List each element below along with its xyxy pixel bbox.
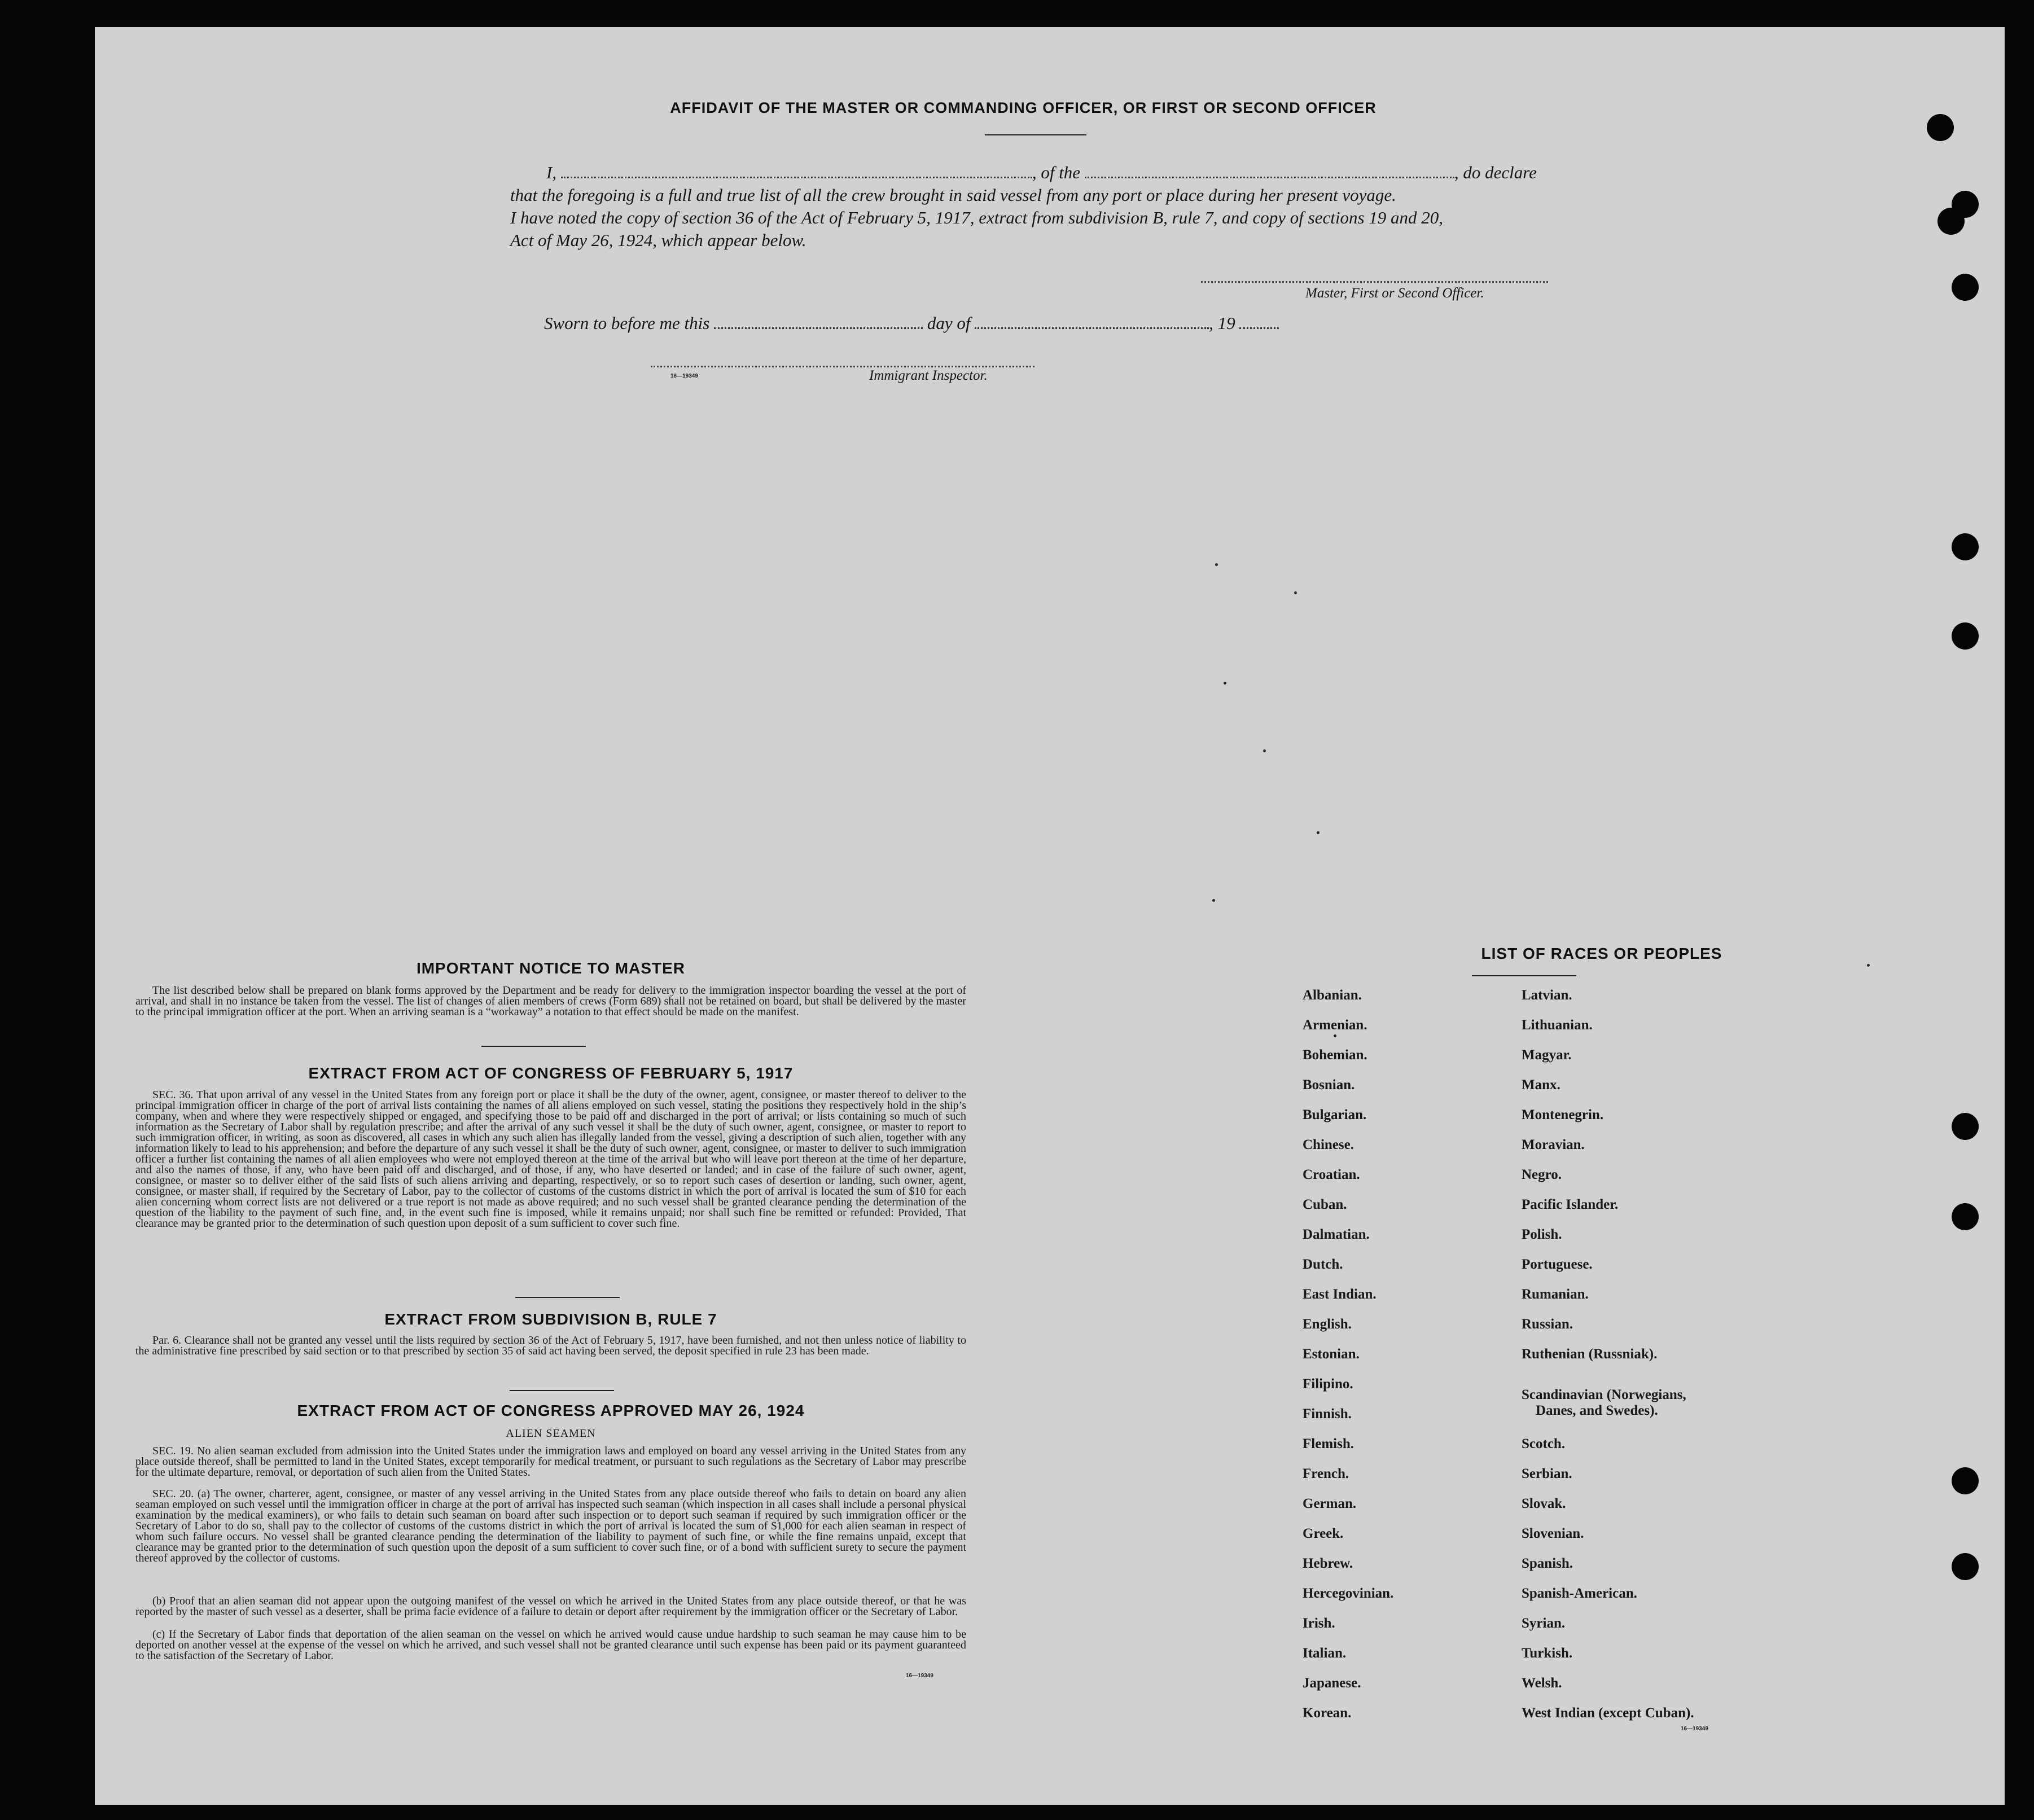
name-field[interactable]	[561, 160, 1032, 178]
race-item: Slovenian.	[1522, 1526, 1584, 1541]
race-item: East Indian.	[1303, 1287, 1377, 1302]
extract-1924-sec20a: SEC. 20. (a) The owner, charterer, agent, consignee, or master of any vessel arriving in the United States from any place outside thereof who fails to detain on board any alien seaman employed on such vessel until the immigration officer in charge at the port of arrival has inspected such seaman (which inspection in all cases shall include a personal physical examination by the medical examiners), or who fails to detain such seaman on board after such inspection or to deport such seaman if required by such immigration officer or the Secretary of Labor to do so, shall pay to the collector of customs of the customs district in which the port of arrival is located the sum of $1,000 for each alien seaman in respect of whom such failure occurs. No vessel shall be granted clearance pending the determination of the liability to payment of such fine, or while the fine remains unpaid, except that clearance may be granted prior to the determination of such question upon the deposit of a sum sufficient to cover such fine, or of a bond with sufficient surety to secure the payment thereof approved by the collector of customs.	[135, 1488, 966, 1564]
race-item: Korean.	[1303, 1705, 1352, 1721]
binder-hole	[1927, 114, 1954, 141]
race-item: Irish.	[1303, 1616, 1335, 1631]
race-item: Finnish.	[1303, 1406, 1352, 1422]
speck	[1294, 591, 1297, 594]
declare-of-the: , of the	[1032, 163, 1081, 182]
speck	[1215, 563, 1218, 566]
binder-hole	[1952, 1113, 1979, 1140]
declaration-line-4: Act of May 26, 1924, which appear below.	[510, 230, 806, 250]
binder-hole	[1952, 1203, 1979, 1230]
extract-1917-title: EXTRACT FROM ACT OF CONGRESS OF FEBRUARY 5, 1917	[308, 1064, 794, 1082]
race-item: Albanian.	[1303, 988, 1362, 1003]
race-item: Danes, and Swedes).	[1536, 1403, 1658, 1418]
race-item: Spanish.	[1522, 1556, 1573, 1571]
race-item: Filipino.	[1303, 1376, 1353, 1392]
binder-hole	[1952, 622, 1979, 650]
form-code-races: 16—19349	[1681, 1726, 1708, 1732]
race-item: Italian.	[1303, 1646, 1347, 1661]
race-item: Pacific Islander.	[1522, 1197, 1619, 1212]
extract-1917-divider	[515, 1297, 620, 1298]
extract-1924-sec20b: (b) Proof that an alien seaman did not appear upon the outgoing manifest of the vessel on which he arrived in the United States from any place outside thereof, or that he was reported by the master of such vessel as a deserter, shall be prima facie evidence of a failure to detain or deport after requirement by the immigration officer or the Secretary of Labor.	[135, 1595, 966, 1618]
race-item: Armenian.	[1303, 1018, 1367, 1033]
race-item: Hercegovinian.	[1303, 1586, 1394, 1601]
race-item: Russian.	[1522, 1317, 1573, 1332]
vessel-field[interactable]	[1085, 160, 1454, 178]
extract-rule7-title: EXTRACT FROM SUBDIVISION B, RULE 7	[384, 1310, 717, 1328]
race-item: Dutch.	[1303, 1257, 1343, 1272]
race-item: French.	[1303, 1466, 1349, 1481]
declare-i: I,	[546, 163, 557, 182]
extract-1924-title: EXTRACT FROM ACT OF CONGRESS APPROVED MAY 26, 1924	[297, 1402, 805, 1419]
notice-title: IMPORTANT NOTICE TO MASTER	[416, 959, 686, 977]
sworn-day-field[interactable]	[714, 310, 923, 329]
race-item: Bohemian.	[1303, 1047, 1367, 1063]
race-item: Lithuanian.	[1522, 1018, 1593, 1033]
extract-1924-subtitle: ALIEN SEAMEN	[506, 1427, 596, 1440]
race-item: Cuban.	[1303, 1197, 1347, 1212]
race-item: Polish.	[1522, 1227, 1562, 1242]
race-item: English.	[1303, 1317, 1352, 1332]
races-divider	[1472, 975, 1576, 976]
speck	[1334, 1034, 1336, 1037]
race-item: Flemish.	[1303, 1436, 1354, 1451]
notice-body: The list described below shall be prepared on blank forms approved by the Department and be ready for delivery to the immigration inspector boarding the vessel at the port of arrival, and shall in no instance be taken from the vessel. The list of changes of alien members of crews (Form 689) shall not be retained on board, but shall be delivered by the master to the principal immigration officer at the port. When an arriving seaman is a “workaway” a notation to that effect should be made on the manifest.	[135, 984, 966, 1018]
races-title: LIST OF RACES OR PEOPLES	[1481, 945, 1722, 962]
declaration-line-3: I have noted the copy of section 36 of the Act of February 5, 1917, extract from subdivision B, rule 7, and copy of sections 19 and 20,	[510, 208, 1444, 227]
race-item: Manx.	[1522, 1077, 1560, 1093]
race-item: Bulgarian.	[1303, 1107, 1367, 1122]
race-item: Magyar.	[1522, 1047, 1572, 1063]
speck	[1867, 964, 1870, 967]
race-item: Slovak.	[1522, 1496, 1566, 1511]
binder-hole	[1952, 533, 1979, 560]
race-item: Montenegrin.	[1522, 1107, 1604, 1122]
affidavit-title: AFFIDAVIT OF THE MASTER OR COMMANDING OFFICER, OR FIRST OR SECOND OFFICER	[670, 99, 1377, 116]
title-divider	[985, 134, 1086, 135]
form-code-top: 16—19349	[670, 373, 698, 379]
inspector-signature-line[interactable]	[651, 366, 1034, 367]
speck	[1212, 899, 1215, 902]
sworn-day-of: day of	[927, 313, 971, 333]
declare-do-declare: , do declare	[1454, 163, 1537, 182]
race-item: Estonian.	[1303, 1347, 1360, 1362]
race-item: West Indian (except Cuban).	[1522, 1705, 1694, 1721]
extract-1924-sec19: SEC. 19. No alien seaman excluded from admission into the United States under the immigration laws and employed on board any vessel arriving in the United States from any place outside thereof, shall be permitted to land in the United States, except temporarily for medical treatment, or pursuant to such regulations as the Secretary of Labor may prescribe for the ultimate departure, removal, or deportation of such alien from the United States.	[135, 1445, 966, 1479]
race-item: Spanish-American.	[1522, 1586, 1637, 1601]
declaration-line-2: that the foregoing is a full and true list of all the crew brought in said vessel from any port or place during her present voyage.	[510, 185, 1396, 205]
race-item: Turkish.	[1522, 1646, 1573, 1661]
race-item: Scotch.	[1522, 1436, 1566, 1451]
binder-hole	[1952, 1467, 1979, 1494]
sworn-line	[544, 310, 1279, 334]
sworn-year-field[interactable]	[1239, 310, 1279, 329]
race-item: Chinese.	[1303, 1137, 1354, 1152]
race-item: Greek.	[1303, 1526, 1344, 1541]
race-item: Scandinavian (Norwegians,	[1522, 1387, 1686, 1402]
race-item: Japanese.	[1303, 1676, 1361, 1691]
race-item: Welsh.	[1522, 1676, 1562, 1691]
extract-rule7-divider	[510, 1390, 614, 1391]
binder-hole	[1952, 1553, 1979, 1580]
binder-hole	[1937, 208, 1965, 235]
race-item: Ruthenian (Russniak).	[1522, 1347, 1658, 1362]
speck	[1263, 749, 1266, 752]
declaration-line-1	[546, 160, 1537, 183]
document-page	[95, 27, 2005, 1805]
extract-1917-body: SEC. 36. That upon arrival of any vessel in the United States from any foreign port or place it shall be the duty of the owner, agent, consignee, or master thereof to deliver to the principal immigration officer in charge of the port of arrival lists containing the names of all aliens employed on such vessel, stating the positions they respectively hold in the ship’s company, when and where they were respectively shipped or engaged, and specifying those to be paid off and discharged in the port of arrival; or lists containing so much of such information as the Secretary of Labor shall by regulation prescribe; and after the arrival of any such vessel it shall be the duty of such owner, agent, consignee, or master to report to such immigration officer, in writing, as soon as discovered, all cases in which any such alien has illegally landed from the vessel, giving a description of such alien, together with any information likely to lead to his apprehension; and before the departure of any such vessel it shall be the duty of such owner, agent, consignee, or master to deliver to such immigration officer a further list containing the names of all alien employees who were not employed thereon at the time of the arrival but who will leave port thereon at the time of her departure, and also the names of those, if any, who have been paid off and discharged, and of those, if any, who have deserted or landed; and in case of the failure of such owner, agent, consignee, or master so to deliver either of the said lists of such aliens arriving and departing, respectively, or so to report such cases of desertion or landing, such owner, agent, consignee, or master shall, if required by the Secretary of Labor, pay to the collector of customs of the customs district in which the port of arrival is located the sum of $10 for each alien concerning whom correct lists are not delivered or a true report is not made as above required; and no such vessel shall be granted clearance pending the determination of the question of the liability to the payment of such fine, and, in the event such fine is imposed, while it remains unpaid; nor shall such fine be remitted or refunded: Provided, That clearance may be granted prior to the determination of such question upon deposit of a sum sufficient to cover such fine.	[135, 1089, 966, 1230]
inspector-label: Immigrant Inspector.	[869, 368, 988, 383]
sworn-prefix: Sworn to before me this	[544, 313, 710, 333]
extract-rule7-body: Par. 6. Clearance shall not be granted any vessel until the lists required by section 36 of the Act of February 5, 1917, have been furnished, and not then unless notice of liability to the administrative fine prescribed by said section or to that prescribed by section 35 of said act having been served, the deposit specified in rule 23 has been made.	[135, 1334, 966, 1357]
race-item: Rumanian.	[1522, 1287, 1589, 1302]
speck	[1317, 831, 1320, 834]
signature-label: Master, First or Second Officer.	[1305, 286, 1484, 301]
signature-line[interactable]	[1201, 281, 1548, 283]
race-item: Hebrew.	[1303, 1556, 1353, 1571]
sworn-month-field[interactable]	[975, 310, 1209, 329]
sworn-year: , 19	[1209, 313, 1235, 333]
race-item: Portuguese.	[1522, 1257, 1593, 1272]
race-item: Serbian.	[1522, 1466, 1572, 1481]
race-item: German.	[1303, 1496, 1357, 1511]
race-item: Croatian.	[1303, 1167, 1360, 1182]
race-item: Latvian.	[1522, 988, 1572, 1003]
extract-1924-sec20c: (c) If the Secretary of Labor finds that deportation of the alien seaman on the vessel on which he arrived would cause undue hardship to such seaman he may cause him to be deported on another vessel at the expense of the vessel on which he arrived, and such vessel shall not be granted clearance until such expense has been paid or its payment guaranteed to the satisfaction of the Secretary of Labor.	[135, 1628, 966, 1662]
race-item: Syrian.	[1522, 1616, 1566, 1631]
race-item: Negro.	[1522, 1167, 1562, 1182]
form-code-bottom-left: 16—19349	[906, 1673, 933, 1679]
race-item: Moravian.	[1522, 1137, 1585, 1152]
race-item: Bosnian.	[1303, 1077, 1355, 1093]
speck	[1224, 682, 1226, 685]
notice-divider	[481, 1046, 586, 1047]
race-item: Dalmatian.	[1303, 1227, 1370, 1242]
binder-hole	[1952, 274, 1979, 301]
